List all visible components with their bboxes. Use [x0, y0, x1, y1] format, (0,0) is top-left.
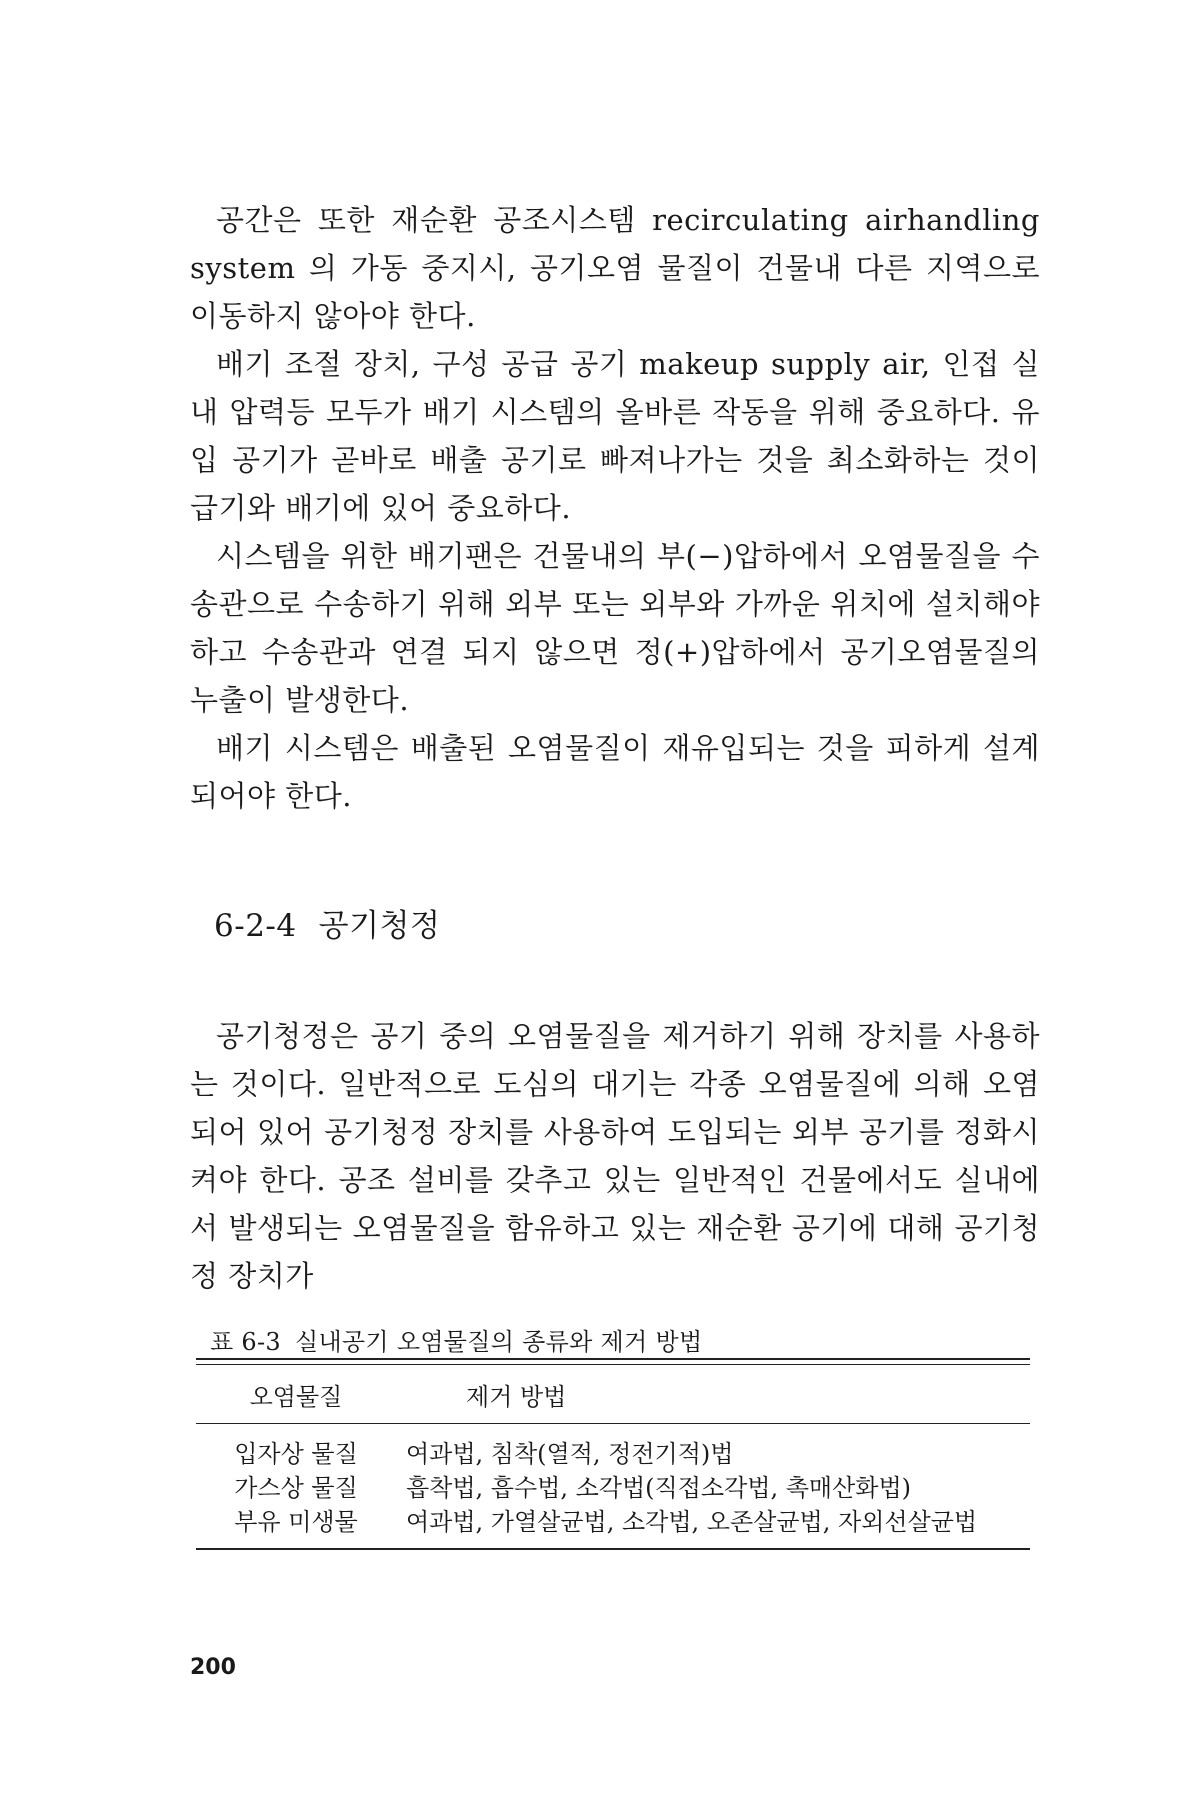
table-cell: 여과법, 침착(열적, 정전기적)법 [406, 1439, 734, 1468]
table-header-cell: 오염물질 [249, 1382, 343, 1411]
table-cell: 입자상 물질 [234, 1439, 358, 1468]
paragraph: 시스템을 위한 배기팬은 건물내의 부(−)압하에서 오염물질을 수송관으로 수송하기 위해 외부 또는 외부와 가까운 위치에 설치해야 하고 수송관과 연결 되지 않으면 정(+)압하에서 공기오염물질의 누출이 발생한다. [190, 539, 1040, 717]
pollutant-table [196, 1358, 1030, 1550]
table-top-rule [196, 1358, 1030, 1365]
table-caption [210, 1322, 702, 1357]
table-label: 표 6-3 [210, 1328, 281, 1356]
paragraph: 공기청정은 공기 중의 오염물질을 제거하기 위해 장치를 사용하는 것이다. 일반적으로 도심의 대기는 각종 오염물질에 의해 오염되어 있어 공기청정 장치를 사용하여 도입되는 외부 공기를 정화시켜야 한다. 공조 설비를 갖추고 있는 일반적인 건물에서도 실내에서 발생되는 오염물질을 함유하고 있는 재순환 공기에 대해 공기청정 장치가 [190, 1019, 1040, 1293]
table-row [196, 1468, 1030, 1502]
table-row [196, 1502, 1030, 1536]
section-number: 6-2-4 [214, 908, 297, 944]
section-title: 공기청정 [318, 908, 441, 944]
page-number: 200 [190, 1655, 236, 1680]
table-cell: 여과법, 가열살균법, 소각법, 오존살균법, 자외선살균법 [406, 1507, 978, 1536]
table-cell: 흡착법, 흡수법, 소각법(직접소각법, 촉매산화법) [406, 1473, 911, 1502]
body-text [190, 196, 1040, 820]
table-cell: 부유 미생물 [234, 1507, 358, 1536]
table-body [196, 1424, 1030, 1550]
table-header-row [196, 1365, 1030, 1424]
paragraph: 배기 조절 장치, 구성 공급 공기 makeup supply air, 인접 실내 압력등 모두가 배기 시스템의 올바른 작동을 위해 중요하다. 유입 공기가 곧바로 배출 공기로 빠져나가는 것을 최소화하는 것이 급기와 배기에 있어 중요하다. [190, 347, 1040, 525]
table-header-cell: 제거 방법 [466, 1382, 567, 1411]
paragraph: 공간은 또한 재순환 공조시스템 recirculating airhandling system 의 가동 중지시, 공기오염 물질이 건물내 다른 지역으로 이동하지 않아야 한다. [190, 203, 1040, 333]
table-row [196, 1434, 1030, 1468]
table-cell: 가스상 물질 [234, 1473, 358, 1502]
table-caption-text: 실내공기 오염물질의 종류와 제거 방법 [294, 1328, 703, 1356]
paragraph: 배기 시스템은 배출된 오염물질이 재유입되는 것을 피하게 설계되어야 한다. [190, 731, 1040, 813]
section-heading [214, 900, 440, 945]
section-body [190, 1012, 1040, 1300]
